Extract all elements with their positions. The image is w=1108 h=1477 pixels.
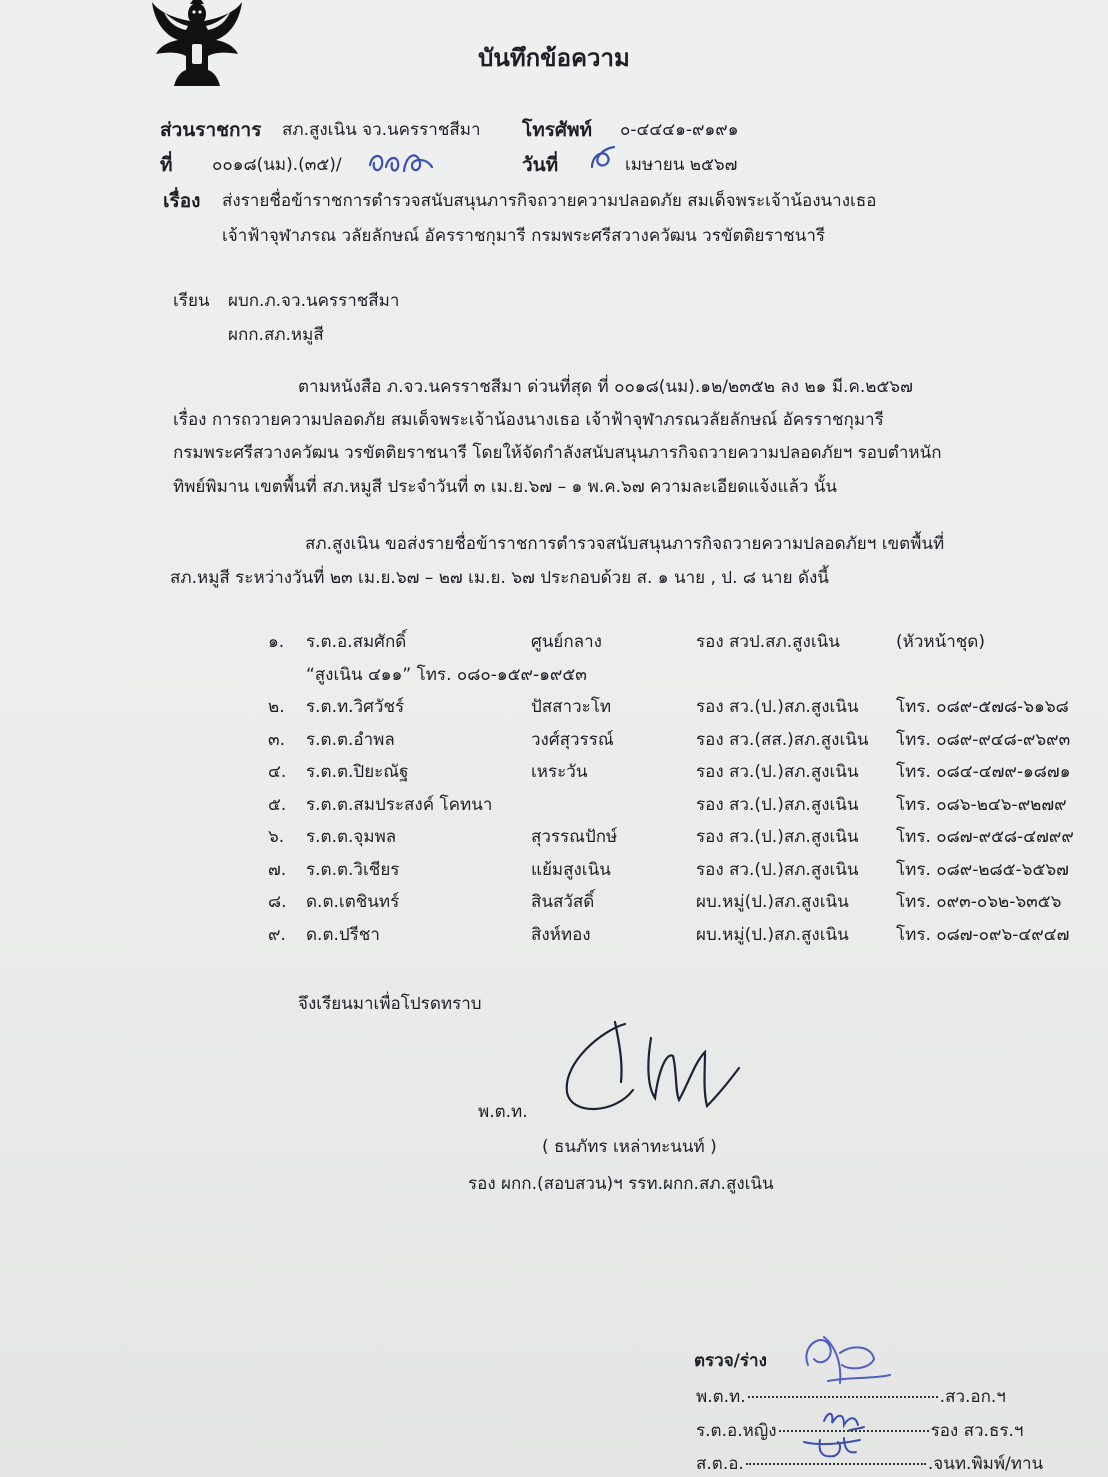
roster-position: รอง สว.(ป.)สภ.สูงเนิน — [696, 794, 859, 815]
roster-no: ๗. — [268, 859, 287, 880]
roster-phone: โทร. ๐๘๗-๐๙๖-๔๙๔๗ — [896, 924, 1070, 945]
roster-name: ร.ต.ต.ปิยะณัฐ — [306, 762, 409, 782]
review-line — [696, 1450, 1043, 1477]
body-para1-line: เรื่อง การถวายความปลอดภัย สมเด็จพระเจ้าน้องนางเธอ เจ้าฟ้าจุฬาภรณวลัยลักษณ์ อัครราชกุมารี — [173, 410, 884, 430]
roster-phone: โทร. ๐๙๓-๐๖๒-๖๓๕๖ — [896, 892, 1062, 912]
roster-surname: เหระวัน — [531, 762, 588, 782]
to-label: เรียน — [173, 291, 210, 311]
roster-position: ผบ.หมู่(ป.)สภ.สูงเนิน — [696, 892, 849, 912]
review-role: .จนท.พิมพ์/ทาน — [927, 1454, 1044, 1474]
review-role: รอง สว.ธร.ฯ — [930, 1421, 1024, 1441]
roster-name: ด.ต.ปรีชา — [306, 924, 380, 945]
roster-no: ๒. — [268, 697, 285, 717]
roster-phone: โทร. ๐๘๙-๙๔๘-๙๖๙๓ — [896, 729, 1071, 750]
body-para2-line: สภ.สูงเนิน ขอส่งรายชื่อข้าราชการตำรวจสนับสนุนภารกิจถวายความปลอดภัยฯ เขตพื้นที่ — [305, 534, 945, 554]
roster-no: ๓. — [268, 729, 286, 750]
signer-name: ( ธนภัทร เหล่าทะนนท์ ) — [542, 1137, 717, 1157]
phone-value: ๐-๔๔๔๑-๙๑๙๑ — [620, 120, 739, 140]
review-rank: ร.ต.อ.หญิง — [696, 1421, 777, 1441]
roster-name: ร.ต.ต.วิเชียร — [306, 859, 400, 880]
roster-surname: ศูนย์กลาง — [531, 632, 602, 652]
roster-no: ๑. — [268, 632, 285, 652]
signer-rank: พ.ต.ท. — [478, 1102, 528, 1122]
roster-table — [268, 626, 1098, 951]
roster-surname: ปัสสาวะโท — [531, 697, 612, 717]
doc-no-label: ที่ — [160, 154, 173, 176]
memo-title: บันทึกข้อความ — [478, 44, 630, 72]
subject-line-1: ส่งรายชื่อข้าราชการตำรวจสนับสนุนภารกิจถวายความปลอดภัย สมเด็จพระเจ้าน้องนางเธอ — [222, 191, 877, 211]
roster-surname: วงศ์สุวรรณ์ — [531, 729, 614, 750]
subject-label: เรื่อง — [163, 190, 201, 212]
signer-position: รอง ผกก.(สอบสวน)ฯ รรท.ผกก.สภ.สูงเนิน — [468, 1174, 774, 1194]
roster-name: ร.ต.ต.จุมพล — [306, 827, 397, 847]
signature-mark — [555, 1012, 755, 1122]
roster-position: รอง สว.(ป.)สภ.สูงเนิน — [696, 859, 859, 880]
to-recipient-1: ผบก.ภ.จว.นครราชสีมา — [228, 291, 400, 311]
review-rank: พ.ต.ท. — [696, 1387, 746, 1407]
date-label: วันที่ — [522, 154, 559, 176]
roster-phone: โทร. ๐๘๗-๙๕๘-๔๗๙๙ — [896, 827, 1074, 847]
roster-surname: สินสวัสดิ์ — [531, 892, 595, 912]
to-recipient-2: ผกก.สภ.หมูสี — [228, 325, 324, 345]
review-role: .สว.อก.ฯ — [939, 1387, 1006, 1407]
body-para1-line: ตามหนังสือ ภ.จว.นครราชสีมา ด่วนที่สุด ที่ ๐๐๑๘(นม).๑๒/๒๓๕๒ ลง ๒๑ มี.ค.๒๕๖๗ — [298, 377, 913, 397]
roster-no: ๕. — [268, 794, 287, 815]
roster-no: ๔. — [268, 762, 287, 782]
handwritten-date-day — [586, 141, 620, 175]
handwritten-doc-number — [366, 143, 436, 177]
roster-no: ๙. — [268, 924, 286, 945]
roster-position: รอง สว.(ป.)สภ.สูงเนิน — [696, 762, 859, 782]
body-para1-line: กรมพระศรีสวางควัฒน วรขัตติยราชนารี โดยให้จัดกำลังสนับสนุนภารกิจถวายความปลอดภัยฯ รอบตำหนัก — [173, 443, 942, 463]
roster-name: ร.ต.อ.สมศักดิ์ — [306, 632, 407, 652]
roster-position: รอง สวป.สภ.สูงเนิน — [696, 632, 840, 652]
roster-surname — [531, 789, 696, 822]
roster-callsign: “สูงเนิน ๔๑๑” โทร. ๐๘๐-๑๕๙-๑๙๕๓ — [306, 664, 587, 685]
closing-line: จึงเรียนมาเพื่อโปรดทราบ — [298, 994, 482, 1014]
body-para1-line: ทิพย์พิมาน เขตพื้นที่ สภ.หมูสี ประจำวันที่ ๓ เม.ย.๖๗ – ๑ พ.ค.๖๗ ความละเอียดแจ้งแล้ว นั้น — [173, 477, 838, 497]
roster-phone: โทร. ๐๘๖-๒๔๖-๙๒๗๙ — [896, 794, 1067, 815]
doc-no-value: ๐๐๑๘(นม).(๓๕)/ — [212, 155, 342, 175]
roster-phone: โทร. ๐๘๙-๕๗๘-๖๑๖๘ — [896, 697, 1069, 717]
roster-position: รอง สว.(ป.)สภ.สูงเนิน — [696, 827, 859, 847]
roster-no: ๖. — [268, 827, 285, 847]
roster-phone: โทร. ๐๘๙-๒๘๕-๖๕๖๗ — [896, 859, 1069, 880]
roster-position: รอง สว.(สส.)สภ.สูงเนิน — [696, 729, 869, 750]
roster-name: ร.ต.ต.สมประสงค์ โคทนา — [306, 794, 493, 815]
roster-surname: แย้มสูงเนิน — [531, 859, 611, 880]
roster-position: รอง สว.(ป.)สภ.สูงเนิน — [696, 697, 859, 717]
subject-line-2: เจ้าฟ้าจุฬาภรณ วลัยลักษณ์ อัครราชกุมารี กรมพระศรีสวางควัฒน วรขัตติยราชนารี — [222, 226, 826, 246]
roster-position: ผบ.หมู่(ป.)สภ.สูงเนิน — [696, 924, 849, 945]
review-heading: ตรวจ/ร่าง — [694, 1351, 767, 1371]
body-para2-line: สภ.หมูสี ระหว่างวันที่ ๒๓ เม.ย.๖๗ – ๒๗ เม.ย. ๖๗ ประกอบด้วย ส. ๑ นาย , ป. ๘ นาย ดังนี้ — [170, 568, 829, 588]
roster-surname: สุวรรณปักษ์ — [531, 827, 618, 847]
roster-surname: สิงห์ทอง — [531, 924, 591, 945]
roster-name: ร.ต.ท.วิศวัชร์ — [306, 697, 405, 717]
roster-no: ๘. — [268, 892, 287, 912]
roster-phone: โทร. ๐๘๔-๔๗๙-๑๘๗๑ — [896, 762, 1071, 782]
roster-name: ร.ต.ต.อำพล — [306, 729, 395, 750]
roster-name: ด.ต.เตชินทร์ — [306, 892, 400, 912]
roster-phone: (หัวหน้าชุด) — [896, 632, 985, 652]
review-rank: ส.ต.อ. — [696, 1454, 744, 1474]
date-rest: เมษายน ๒๕๖๗ — [625, 155, 738, 175]
unit-value: สภ.สูงเนิน จว.นครราชสีมา — [282, 120, 481, 140]
phone-label: โทรศัพท์ — [522, 119, 593, 141]
unit-label: ส่วนราชการ — [160, 119, 262, 141]
